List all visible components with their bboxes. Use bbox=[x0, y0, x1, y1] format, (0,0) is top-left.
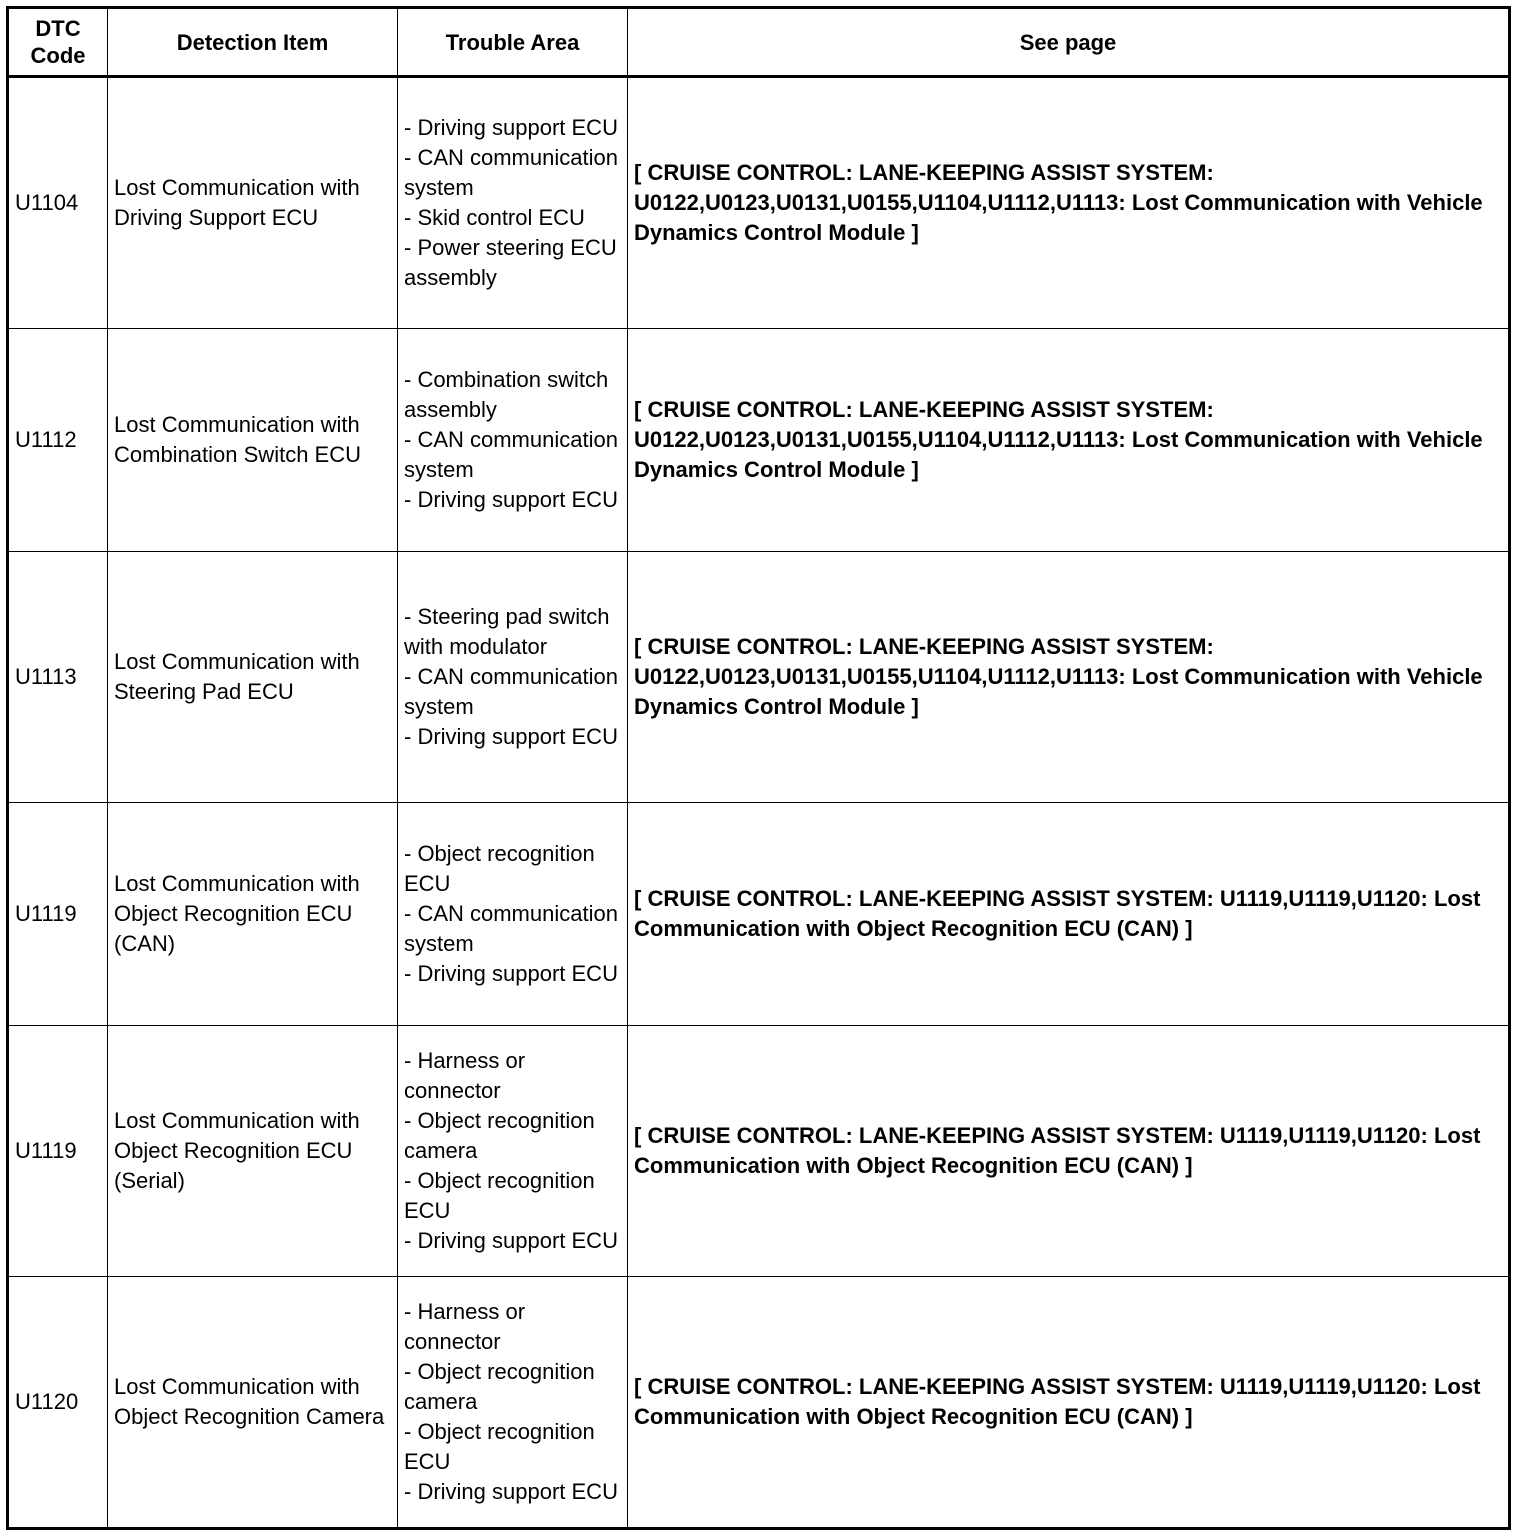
dtc-code-cell: U1119 bbox=[8, 1026, 108, 1277]
trouble-area-cell bbox=[398, 552, 628, 803]
header-dtc-code bbox=[8, 8, 108, 77]
dtc-code-cell: U1104 bbox=[8, 77, 108, 329]
trouble-area-list bbox=[404, 602, 621, 752]
detection-item-cell: Lost Communication with Object Recognition ECU (CAN) bbox=[108, 803, 398, 1026]
trouble-area-list bbox=[404, 365, 621, 515]
detection-item-cell: Lost Communication with Object Recognition Camera bbox=[108, 1277, 398, 1529]
see-page-link[interactable]: [ CRUISE CONTROL: LANE-KEEPING ASSIST SYSTEM: U0122,U0123,U0131,U0155,U1104,U1112,U1113: Lost Communication with Vehicle Dynamics Control Module ] bbox=[628, 552, 1510, 803]
trouble-area-item: - CAN communication system bbox=[404, 427, 618, 482]
trouble-area-item: - Harness or connector bbox=[404, 1048, 526, 1103]
trouble-area-list bbox=[404, 113, 621, 293]
table-row bbox=[8, 803, 1510, 1026]
trouble-area-item: - Object recognition ECU bbox=[404, 1168, 595, 1223]
detection-item-cell: Lost Communication with Steering Pad ECU bbox=[108, 552, 398, 803]
trouble-area-item: - Driving support ECU bbox=[404, 487, 618, 512]
detection-item-cell: Lost Communication with Combination Switch ECU bbox=[108, 329, 398, 552]
see-page-link[interactable]: [ CRUISE CONTROL: LANE-KEEPING ASSIST SYSTEM: U1119,U1119,U1120: Lost Communication with Object Recognition ECU (CAN) ] bbox=[628, 803, 1510, 1026]
table-row bbox=[8, 77, 1510, 329]
trouble-area-item: - CAN communication system bbox=[404, 901, 618, 956]
trouble-area-cell bbox=[398, 1277, 628, 1529]
trouble-area-item: - Steering pad switch with modulator bbox=[404, 604, 610, 659]
trouble-area-item: - Driving support ECU bbox=[404, 961, 618, 986]
trouble-area-item: - CAN communication system bbox=[404, 145, 618, 200]
trouble-area-item: - Driving support ECU bbox=[404, 1228, 618, 1253]
trouble-area-item: - Combination switch assembly bbox=[404, 367, 609, 422]
trouble-area-cell bbox=[398, 329, 628, 552]
trouble-area-item: - Skid control ECU bbox=[404, 205, 585, 230]
table-body bbox=[8, 77, 1510, 1529]
dtc-code-cell: U1113 bbox=[8, 552, 108, 803]
trouble-area-list bbox=[404, 1046, 621, 1256]
trouble-area-list bbox=[404, 839, 621, 989]
see-page-link[interactable]: [ CRUISE CONTROL: LANE-KEEPING ASSIST SYSTEM: U0122,U0123,U0131,U0155,U1104,U1112,U1113: Lost Communication with Vehicle Dynamics Control Module ] bbox=[628, 329, 1510, 552]
trouble-area-item: - Object recognition camera bbox=[404, 1359, 595, 1414]
dtc-code-cell: U1119 bbox=[8, 803, 108, 1026]
trouble-area-item: - Object recognition ECU bbox=[404, 1419, 595, 1474]
trouble-area-cell bbox=[398, 803, 628, 1026]
trouble-area-item: - Power steering ECU assembly bbox=[404, 235, 617, 290]
header-dtc-code-line1: DTC bbox=[35, 16, 81, 41]
dtc-code-cell: U1112 bbox=[8, 329, 108, 552]
dtc-code-cell: U1120 bbox=[8, 1277, 108, 1529]
header-detection-item: Detection Item bbox=[108, 8, 398, 77]
see-page-link[interactable]: [ CRUISE CONTROL: LANE-KEEPING ASSIST SYSTEM: U1119,U1119,U1120: Lost Communication with Object Recognition ECU (CAN) ] bbox=[628, 1026, 1510, 1277]
table-row bbox=[8, 329, 1510, 552]
table-row bbox=[8, 1026, 1510, 1277]
dtc-table bbox=[6, 6, 1511, 1530]
see-page-link[interactable]: [ CRUISE CONTROL: LANE-KEEPING ASSIST SYSTEM: U0122,U0123,U0131,U0155,U1104,U1112,U1113: Lost Communication with Vehicle Dynamics Control Module ] bbox=[628, 77, 1510, 329]
table-row bbox=[8, 1277, 1510, 1529]
detection-item-cell: Lost Communication with Object Recognition ECU (Serial) bbox=[108, 1026, 398, 1277]
trouble-area-item: - Driving support ECU bbox=[404, 1479, 618, 1504]
trouble-area-item: - CAN communication system bbox=[404, 664, 618, 719]
trouble-area-item: - Harness or connector bbox=[404, 1299, 526, 1354]
table-header bbox=[8, 8, 1510, 77]
header-see-page: See page bbox=[628, 8, 1510, 77]
header-trouble-area: Trouble Area bbox=[398, 8, 628, 77]
see-page-link[interactable]: [ CRUISE CONTROL: LANE-KEEPING ASSIST SYSTEM: U1119,U1119,U1120: Lost Communication with Object Recognition ECU (CAN) ] bbox=[628, 1277, 1510, 1529]
trouble-area-item: - Driving support ECU bbox=[404, 724, 618, 749]
detection-item-cell: Lost Communication with Driving Support ECU bbox=[108, 77, 398, 329]
header-row bbox=[8, 8, 1510, 77]
table-row bbox=[8, 552, 1510, 803]
header-dtc-code-line2: Code bbox=[30, 43, 86, 68]
trouble-area-item: - Object recognition camera bbox=[404, 1108, 595, 1163]
trouble-area-item: - Driving support ECU bbox=[404, 115, 618, 140]
trouble-area-item: - Object recognition ECU bbox=[404, 841, 595, 896]
trouble-area-cell bbox=[398, 77, 628, 329]
trouble-area-list bbox=[404, 1297, 621, 1507]
trouble-area-cell bbox=[398, 1026, 628, 1277]
